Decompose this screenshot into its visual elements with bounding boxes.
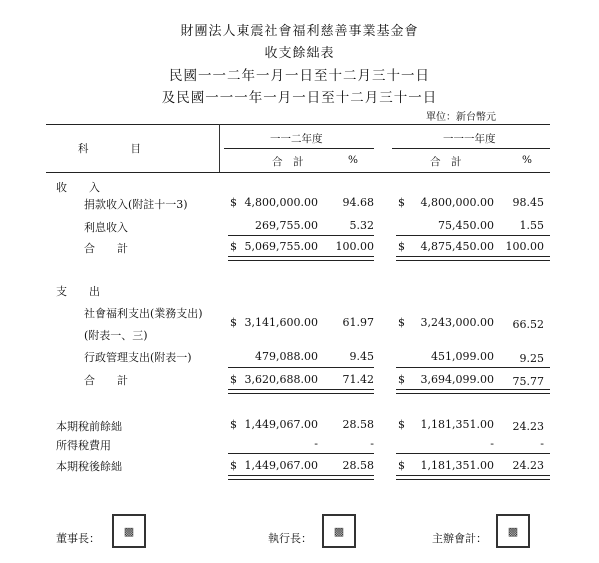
row-label: 社會福利支出(業務支出) [84, 307, 203, 320]
year2-underline [392, 148, 550, 149]
row-label: 本期稅前餘絀 [56, 420, 122, 433]
currency-symbol: $ [230, 418, 237, 431]
pct-year2: 24.23 [512, 459, 544, 472]
header-bottom-rule [46, 172, 550, 173]
currency-symbol: $ [230, 373, 237, 386]
year2-total-header: 合 計 [430, 156, 462, 168]
amount-year2: 1,181,351.00 [420, 459, 494, 472]
row-label: 合 計 [84, 242, 128, 255]
pct-year1: 61.97 [342, 316, 374, 329]
accountant-seal-icon: ▩ [496, 514, 530, 548]
year1-total-header: 合 計 [272, 156, 304, 168]
pct-year1: 94.68 [342, 196, 374, 209]
total-double-rule [228, 475, 374, 480]
row-label: 捐款收入(附註十一3) [84, 198, 188, 211]
currency-symbol: $ [398, 459, 405, 472]
pct-year2: 66.52 [512, 318, 544, 331]
amount-year1: 3,620,688.00 [244, 373, 318, 386]
amount-year1: 479,088.00 [255, 350, 318, 363]
currency-symbol: $ [398, 240, 405, 253]
org-name: 財團法人東震社會福利慈善事業基金會 [180, 24, 419, 39]
amount-year2: 451,099.00 [431, 350, 494, 363]
total-double-rule [396, 389, 550, 394]
amount-year2: 3,243,000.00 [420, 316, 494, 329]
subtotal-rule [396, 235, 550, 236]
total-double-rule [396, 256, 550, 261]
chair-seal-icon: ▩ [112, 514, 146, 548]
row-label-cont: (附表一、三) [84, 329, 148, 342]
pct-year2: 1.55 [519, 219, 544, 232]
total-double-rule [396, 475, 550, 480]
year2-header: 一一一年度 [443, 133, 496, 145]
amount-year2: 4,800,000.00 [420, 196, 494, 209]
pct-year1: 100.00 [335, 240, 374, 253]
amount-year1: 269,755.00 [255, 219, 318, 232]
amount-year2: 3,694,099.00 [420, 373, 494, 386]
currency-unit: 單位：新台幣元 [426, 112, 496, 123]
currency-symbol: $ [230, 240, 237, 253]
amount-year1: - [314, 437, 318, 450]
pct-year2: 100.00 [505, 240, 544, 253]
income-section-label: 收 入 [56, 181, 100, 194]
report-title: 收支餘絀表 [264, 46, 335, 61]
currency-symbol: $ [398, 316, 405, 329]
amount-year1: 3,141,600.00 [244, 316, 318, 329]
amount-year2: 1,181,351.00 [420, 418, 494, 431]
row-label: 所得稅費用 [56, 439, 111, 452]
subtotal-rule [228, 367, 374, 368]
table-top-rule [46, 124, 550, 125]
amount-year2: - [490, 437, 494, 450]
pct-year1: - [370, 437, 374, 450]
year1-header: 一一二年度 [270, 133, 323, 145]
expense-section-label: 支 出 [56, 285, 100, 298]
year1-underline [224, 148, 374, 149]
row-label: 合 計 [84, 374, 128, 387]
amount-year1: 5,069,755.00 [244, 240, 318, 253]
pct-year2: 98.45 [512, 196, 544, 209]
amount-year1: 1,449,067.00 [244, 418, 318, 431]
accountant-label: 主辦會計： [432, 532, 487, 545]
subject-header: 科 目 [78, 143, 141, 155]
year1-pct-header: % [348, 154, 358, 166]
currency-symbol: $ [230, 196, 237, 209]
pct-year1: 28.58 [342, 418, 374, 431]
total-double-rule [228, 389, 374, 394]
row-label: 行政管理支出(附表一) [84, 351, 192, 364]
row-label: 本期稅後餘絀 [56, 460, 122, 473]
ceo-seal-icon: ▩ [322, 514, 356, 548]
period-current: 民國一一二年一月一日至十二月三十一日 [169, 68, 430, 84]
pct-year1: 28.58 [342, 459, 374, 472]
amount-year1: 4,800,000.00 [244, 196, 318, 209]
pct-year2: - [540, 437, 544, 450]
pct-year1: 5.32 [349, 219, 374, 232]
subtotal-rule [396, 453, 550, 454]
currency-symbol: $ [398, 196, 405, 209]
amount-year2: 4,875,450.00 [420, 240, 494, 253]
pct-year2: 75.77 [512, 375, 544, 388]
pct-year1: 71.42 [342, 373, 374, 386]
pct-year1: 9.45 [349, 350, 374, 363]
currency-symbol: $ [398, 418, 405, 431]
pct-year2: 24.23 [512, 420, 544, 433]
amount-year1: 1,449,067.00 [244, 459, 318, 472]
subtotal-rule [228, 235, 374, 236]
row-label: 利息收入 [84, 221, 128, 234]
currency-symbol: $ [398, 373, 405, 386]
subtotal-rule [396, 367, 550, 368]
subtotal-rule [228, 453, 374, 454]
period-prior: 及民國一一一年一月一日至十二月三十一日 [161, 90, 438, 106]
amount-year2: 75,450.00 [438, 219, 494, 232]
total-double-rule [228, 256, 374, 261]
pct-year2: 9.25 [519, 352, 544, 365]
currency-symbol: $ [230, 459, 237, 472]
year2-pct-header: % [522, 154, 532, 166]
header-divider [219, 124, 220, 172]
ceo-label: 執行長： [268, 532, 312, 545]
currency-symbol: $ [230, 316, 237, 329]
chair-label: 董事長： [56, 532, 100, 545]
